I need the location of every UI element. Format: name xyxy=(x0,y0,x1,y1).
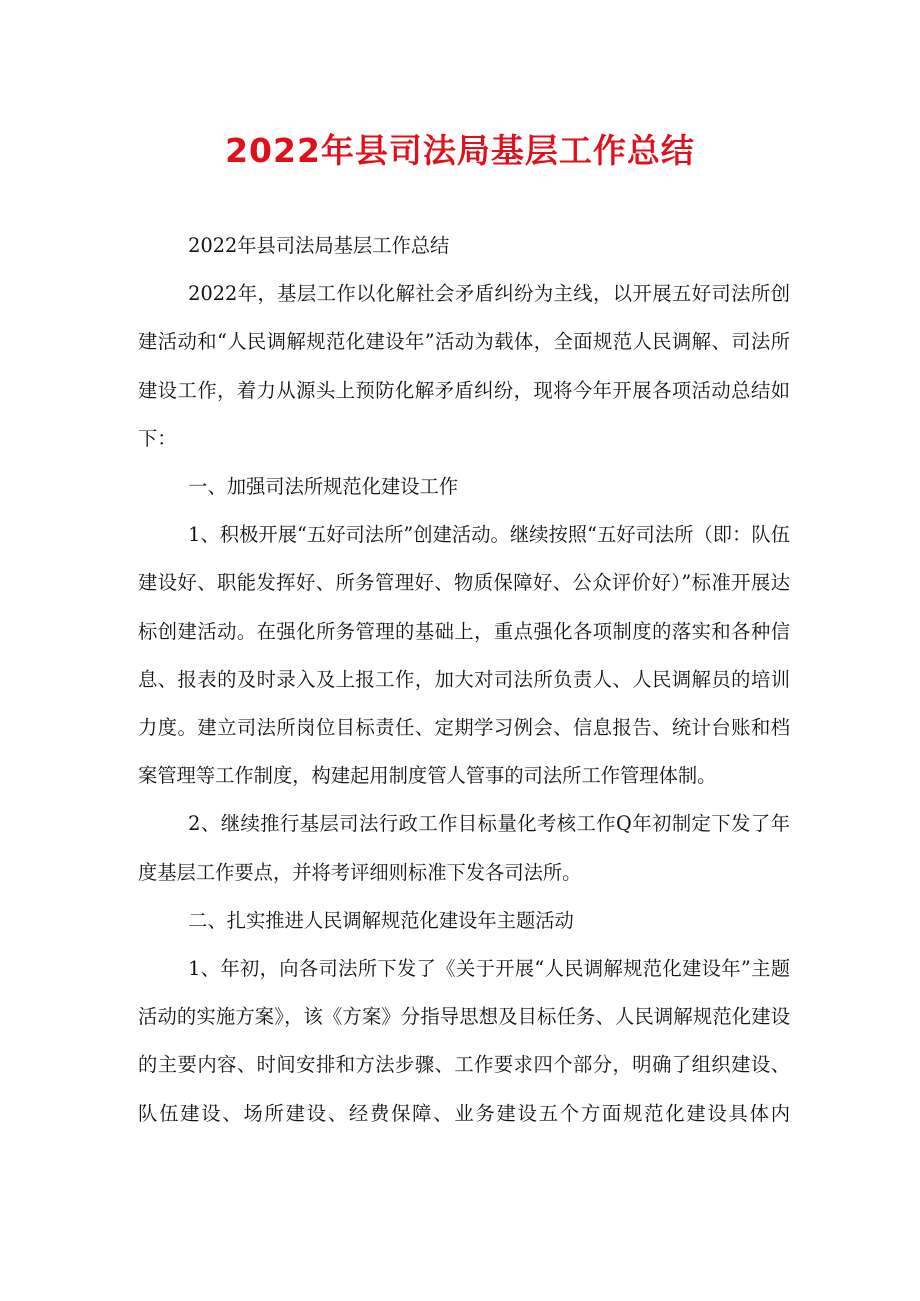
intro-paragraph: 2022年，基层工作以化解社会矛盾纠纷为主线，以开展五好司法所创建活动和“人民调解规范化建设年”活动为载体，全面规范人民调解、司法所建设工作，着力从源头上预防化解矛盾纠纷，现将今年开展各项活动总结如下： xyxy=(138,282,790,450)
section-1-heading: 一、加强司法所规范化建设工作 xyxy=(188,475,459,499)
document-body xyxy=(138,222,790,1138)
document-subtitle: 2022年县司法局基层工作总结 xyxy=(188,234,450,257)
section-2-heading: 二、扎实推进人民调解规范化建设年主题活动 xyxy=(188,908,574,932)
section-2-item-1: 1、年初，向各司法所下发了《关于开展“人民调解规范化建设年”主题活动的实施方案》，该《方案》分指导思想及目标任务、人民调解规范化建设的主要内容、时间安排和方法步骤、工作要求四个部分，明确了组织建设、队伍建设、场所建设、经费保障、业务建设五个方面规范化建设具体内 xyxy=(138,957,790,1125)
section-1-item-1: 1、积极开展“五好司法所”创建活动。继续按照“五好司法所（即：队伍建设好、职能发挥好、所务管理好、物质保障好、公众评价好）”标准开展达标创建活动。在强化所务管理的基础上，重点强化各项制度的落实和各种信息、报表的及时录入及上报工作，加大对司法所负责人、人民调解员的培训力度。建立司法所岗位目标责任、定期学习例会、信息报告、统计台账和档案管理等工作制度，构建起用制度管人管事的司法所工作管理体制。 xyxy=(138,523,790,788)
section-1-item-2: 2、继续推行基层司法行政工作目标量化考核工作Q年初制定下发了年度基层工作要点，并将考评细则标准下发各司法所。 xyxy=(138,812,790,884)
document-title: 2022年县司法局基层工作总结 xyxy=(225,131,695,170)
